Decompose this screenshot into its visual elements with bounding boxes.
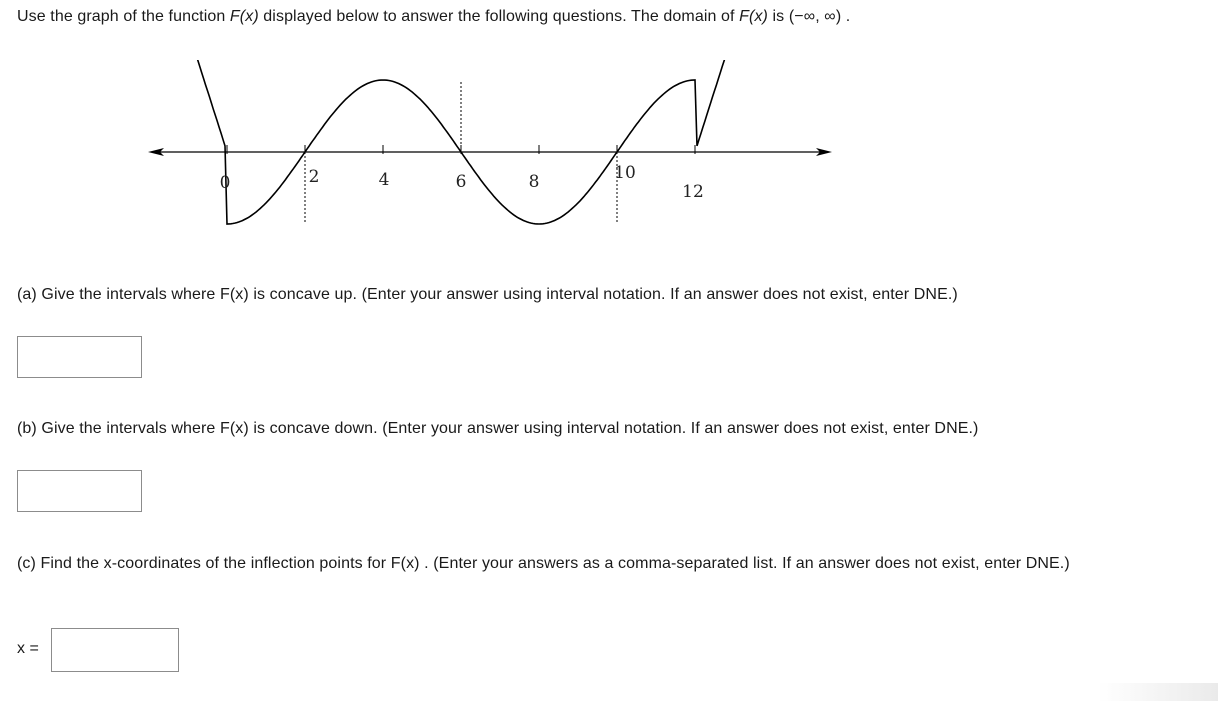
question-b: (b) Give the intervals where F(x) is concave down. (Enter your answer using interval notation. If an answer does not exist, enter DNE.) xyxy=(17,420,979,437)
concave-up-input[interactable] xyxy=(17,336,142,378)
x-tick-label: 2 xyxy=(308,167,320,187)
x-axis-tick-labels xyxy=(220,163,704,202)
inflection-points-input[interactable] xyxy=(51,628,179,672)
concave-down-input[interactable] xyxy=(17,470,142,512)
question-c: (c) Find the x-coordinates of the inflection points for F(x) . (Enter your answers as a comma-separated list. If an answer does not exist, enter DNE.) xyxy=(17,555,1070,572)
x-tick-label: 8 xyxy=(528,172,540,192)
intro-function: F(x) xyxy=(229,8,259,25)
intro-suffix: . xyxy=(841,8,851,25)
function-graph xyxy=(140,60,840,235)
intro-domain: (−∞, ∞) xyxy=(788,8,842,25)
x-equals-label: x = xyxy=(17,640,39,657)
intro-middle: displayed below to answer the following questions. The domain of xyxy=(258,8,740,25)
intro-is: is xyxy=(767,8,789,25)
problem-intro xyxy=(17,8,850,26)
x-tick-label: 0 xyxy=(219,173,231,193)
intro-function-2: F(x) xyxy=(739,8,768,25)
intro-prefix: Use the graph of the function xyxy=(17,8,230,25)
x-tick-label: 12 xyxy=(682,182,704,202)
corner-shadow xyxy=(1098,683,1218,701)
x-tick-label: 10 xyxy=(614,163,636,183)
x-tick-label: 6 xyxy=(455,172,467,192)
question-a: (a) Give the intervals where F(x) is concave up. (Enter your answer using interval notation. If an answer does not exist, enter DNE.) xyxy=(17,286,958,303)
x-tick-label: 4 xyxy=(378,170,390,190)
